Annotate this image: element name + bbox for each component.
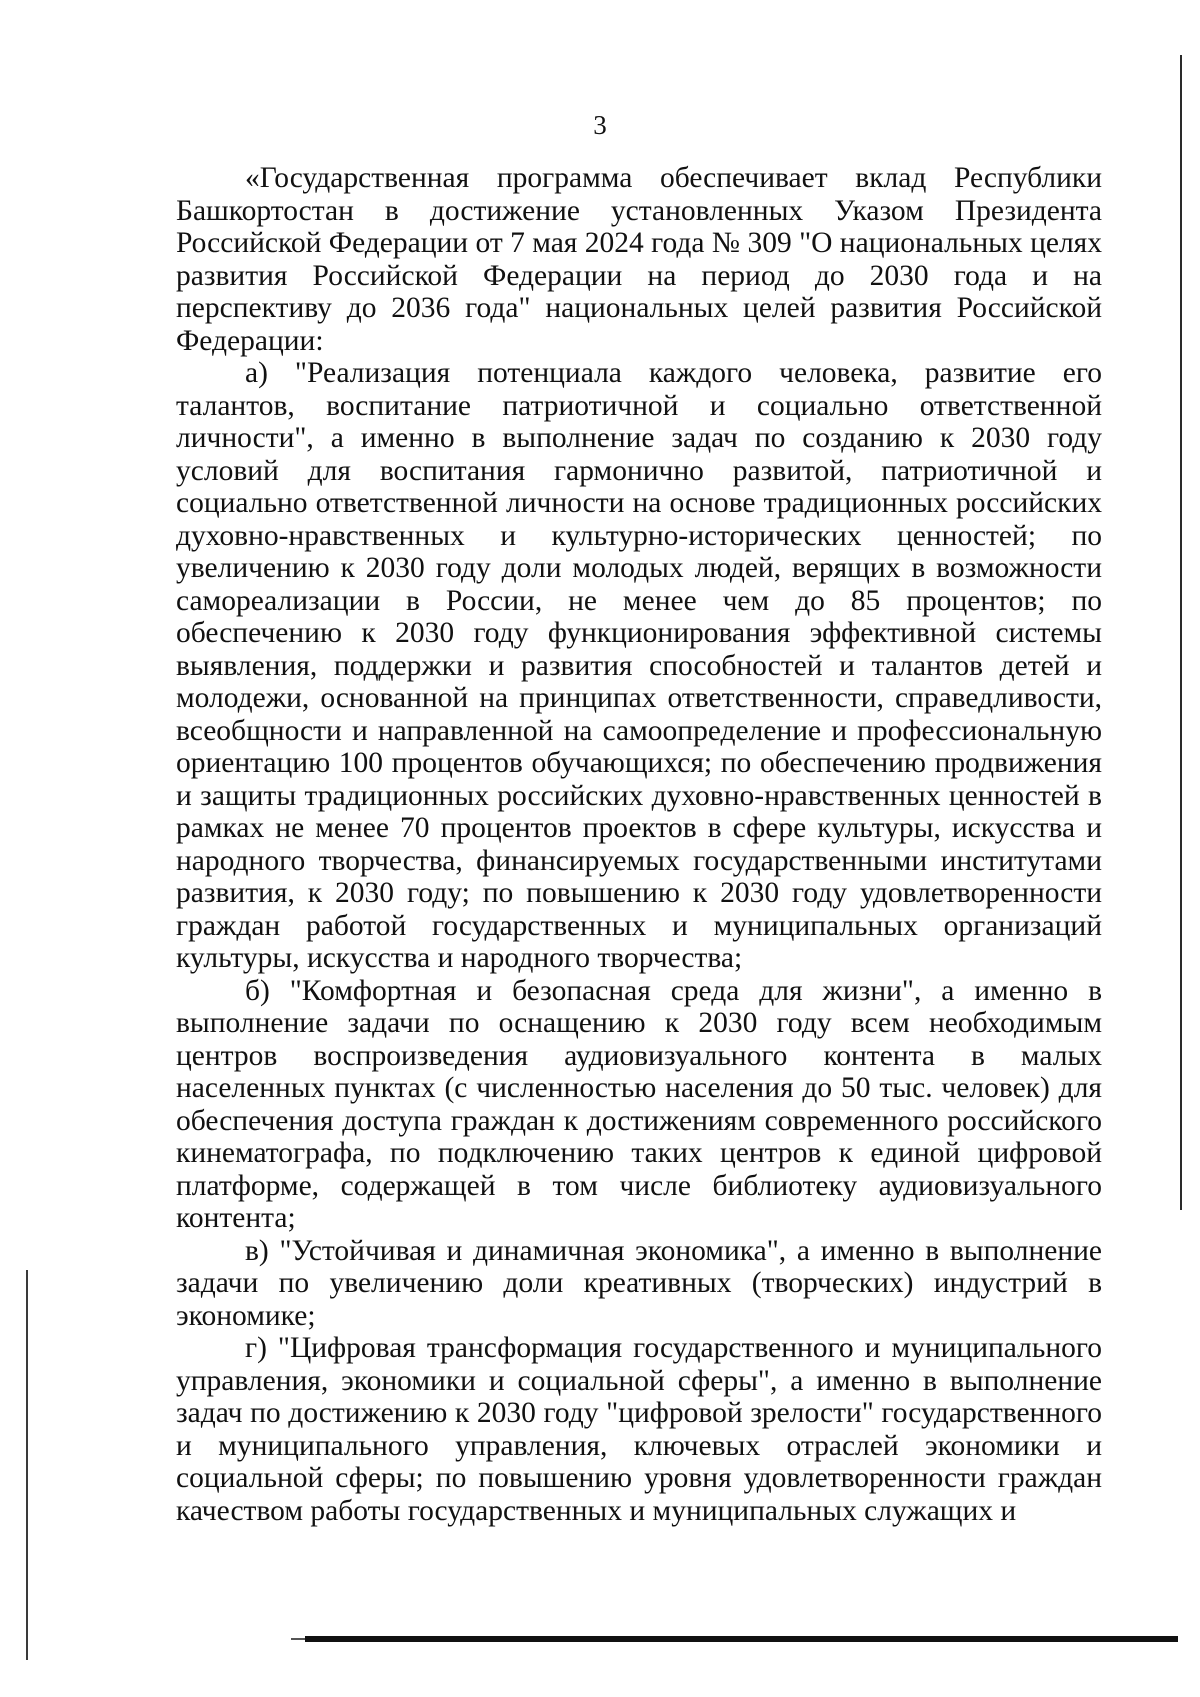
- paragraph-item-b: б) "Комфортная и безопасная среда для жизни", а именно в выполнение задачи по оснащению к 2030 году всем необходимым центров воспроизведения аудиовизуального контента в малых населенных пунктах (с численностью населения до 50 тыс. человек) для обеспечения доступа граждан к достижениям современного российского кинематографа, по подключению таких центров к единой цифровой платформе, содержащей в том числе библиотеку аудиовизуального контента;: [176, 974, 1102, 1234]
- paragraph-item-v: в) "Устойчивая и динамичная экономика", а именно в выполнение задачи по увеличению доли креативных (творческих) индустрий в экономике;: [176, 1234, 1102, 1332]
- paragraph-item-g: г) "Цифровая трансформация государственного и муниципального управления, экономики и социальной сферы", а именно в выполнение задач по достижению к 2030 году "цифровой зрелости" государственного и муниципального управления, ключевых отраслей экономики и социальной сферы; по повышению уровня удовлетворенности граждан качеством работы государственных и муниципальных служащих и: [176, 1332, 1102, 1527]
- document-body: [176, 162, 1102, 1527]
- scan-bottom-line: [305, 1636, 1178, 1642]
- paragraph-intro: «Государственная программа обеспечивает вклад Республики Башкортостан в достижение установленных Указом Президента Российской Федерации от 7 мая 2024 года № 309 "О национальных целях развития Российской Федерации на период до 2030 года и на перспективу до 2036 года" национальных целей развития Российской Федерации:: [176, 162, 1102, 357]
- paragraph-item-a: а) "Реализация потенциала каждого человека, развитие его талантов, воспитание патриотичной и социально ответственной личности", а именно в выполнение задач по созданию к 2030 году условий для воспитания гармонично развитой, патриотичной и социально ответственной личности на основе традиционных российских духовно-нравственных и культурно-исторических ценностей; по увеличению к 2030 году доли молодых людей, верящих в возможности самореализации в России, не менее чем до 85 процентов; по обеспечению к 2030 году функционирования эффективной системы выявления, поддержки и развития способностей и талантов детей и молодежи, основанной на принципах ответственности, справедливости, всеобщности и направленной на самоопределение и профессиональную ориентацию 100 процентов обучающихся; по обеспечению продвижения и защиты традиционных российских духовно-нравственных ценностей в рамках не менее 70 процентов проектов в сфере культуры, искусства и народного творчества, финансируемых государственными институтами развития, к 2030 году; по повышению к 2030 году удовлетворенности граждан работой государственных и муниципальных организаций культуры, искусства и народного творчества;: [176, 357, 1102, 974]
- page-number: 3: [593, 110, 607, 140]
- scan-edge-left: [26, 1270, 28, 1660]
- scan-edge-right: [1180, 55, 1182, 1210]
